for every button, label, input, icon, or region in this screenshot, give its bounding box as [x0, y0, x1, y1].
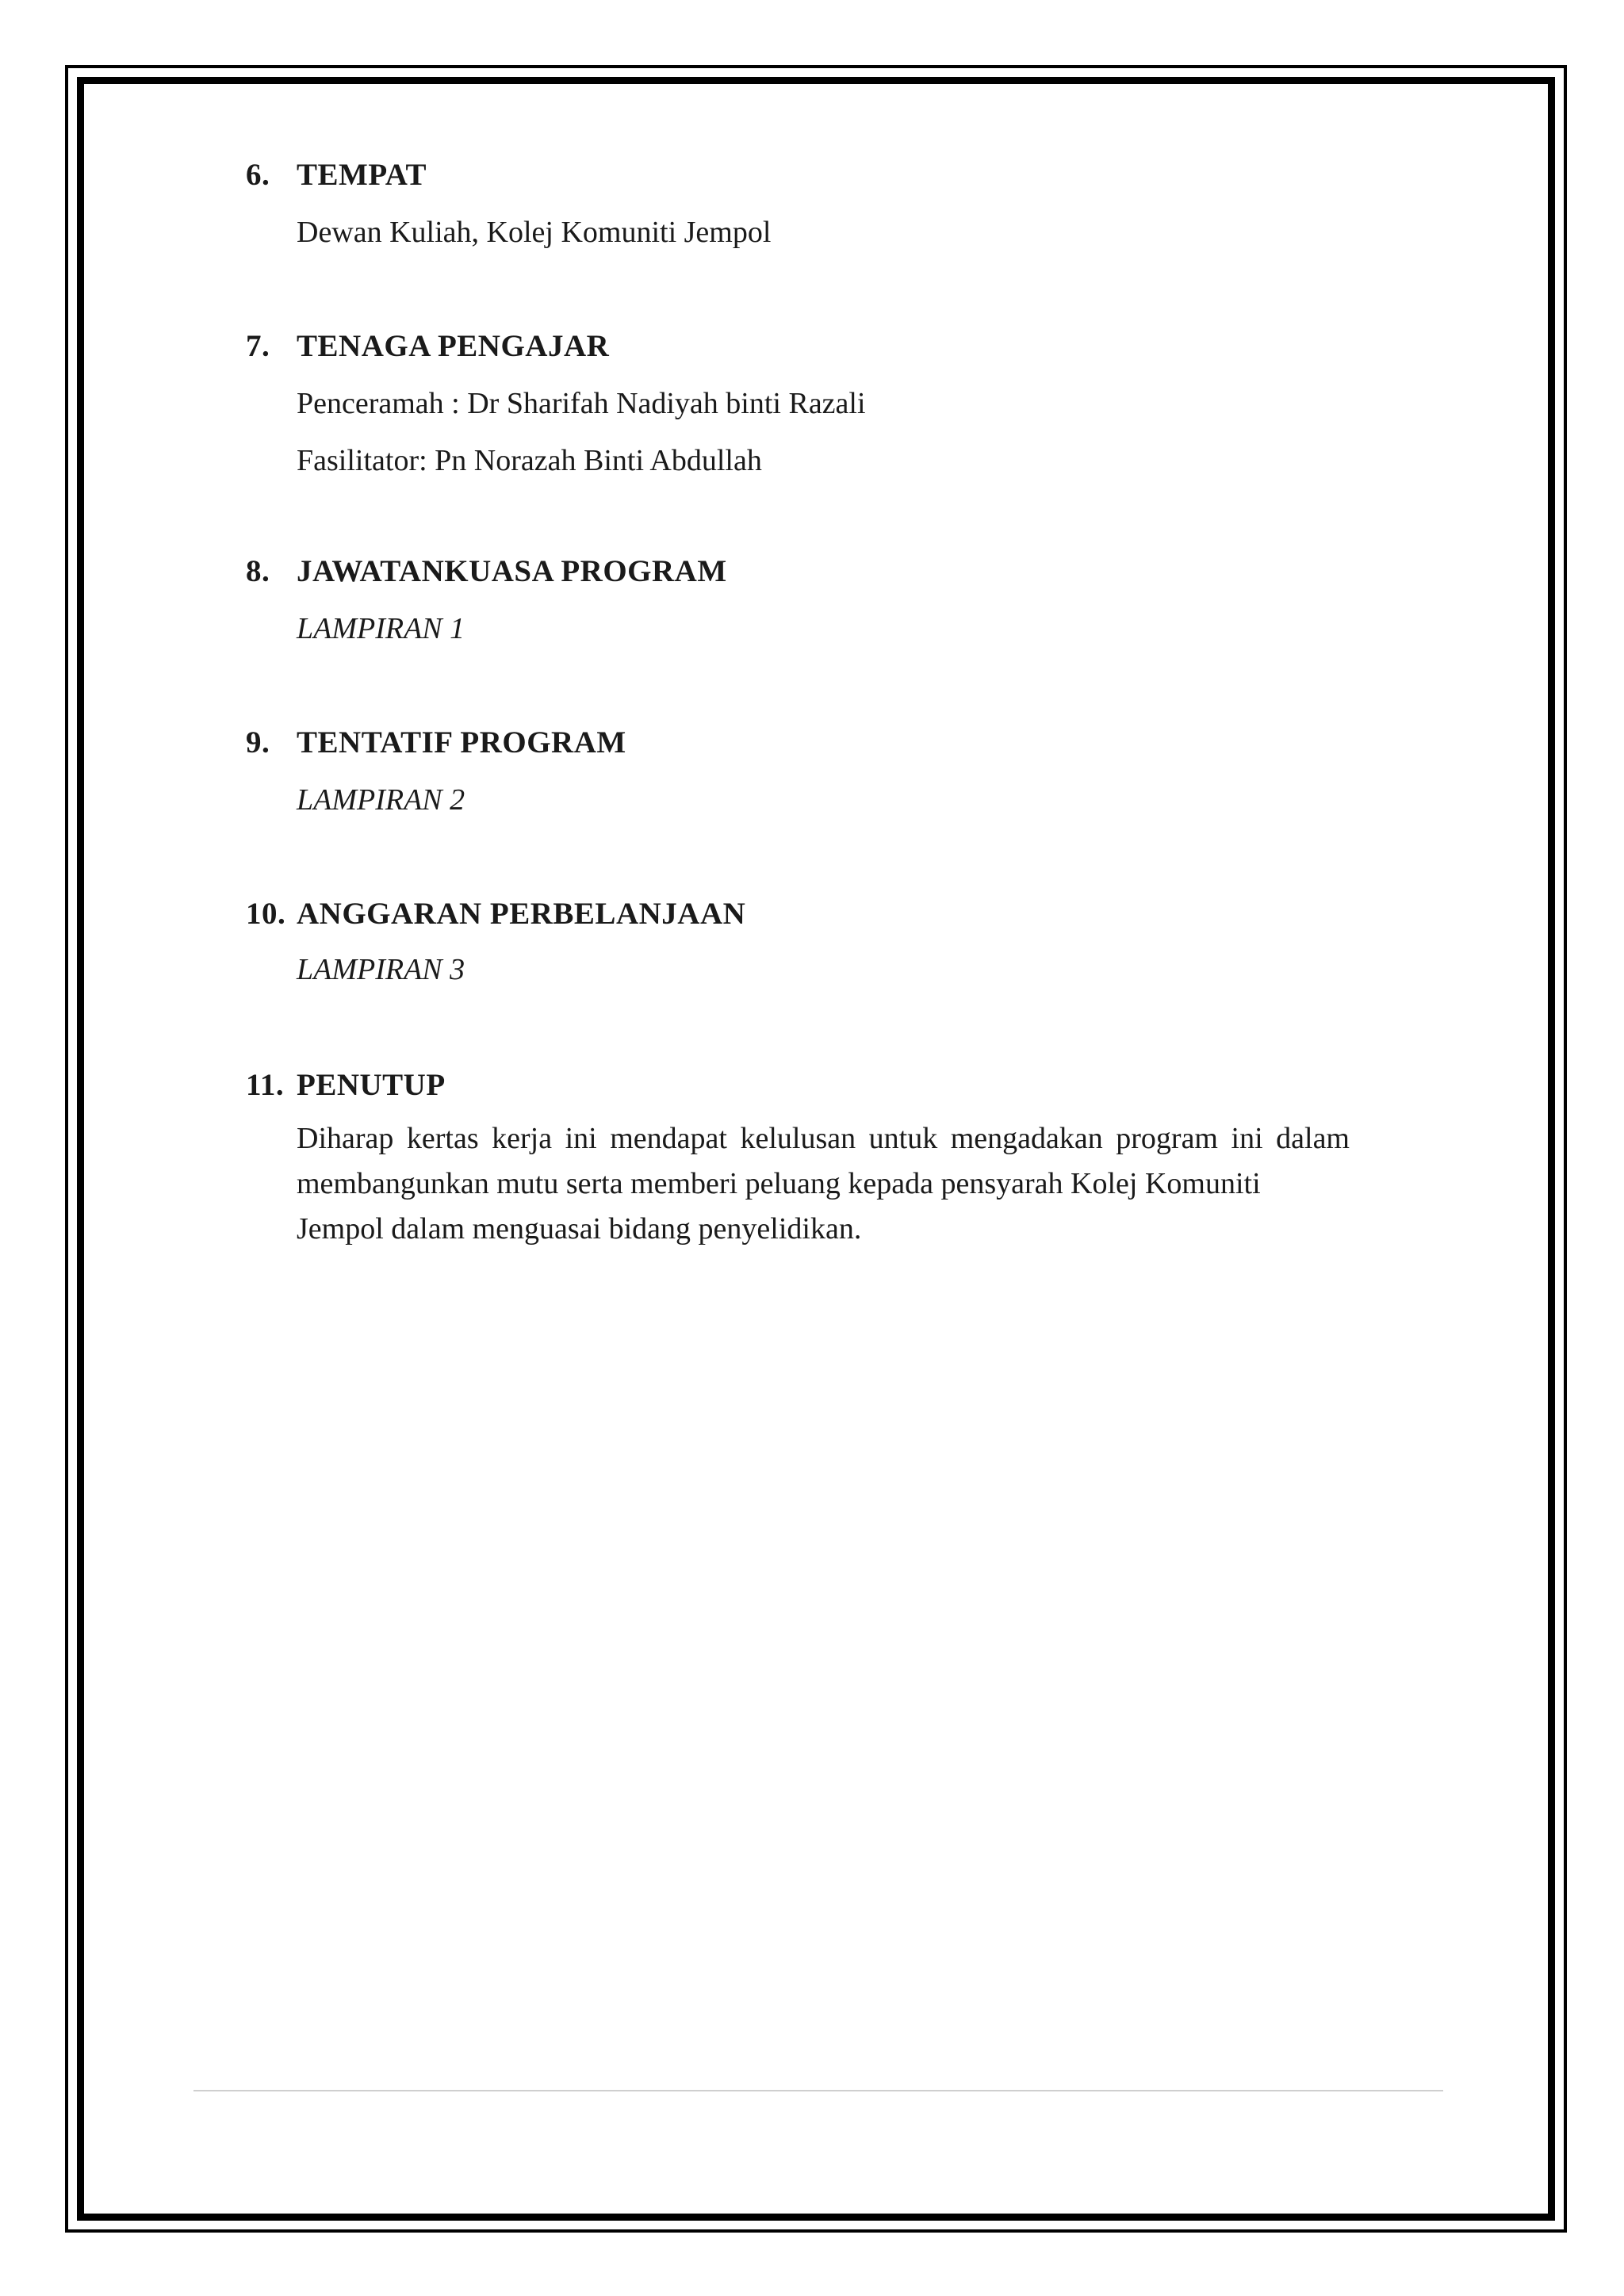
section-heading	[246, 894, 1396, 934]
section-tempat	[246, 155, 1396, 252]
section-line: Dewan Kuliah, Kolej Komuniti Jempol	[297, 216, 772, 249]
section-line: Fasilitator: Pn Norazah Binti Abdullah	[297, 444, 762, 477]
section-number: 10.	[246, 897, 286, 931]
section-number: 8.	[246, 554, 270, 588]
section-line: LAMPIRAN 2	[297, 783, 465, 817]
section-title: TENTATIF PROGRAM	[297, 725, 626, 760]
paragraph-line: Diharap kertas kerja ini mendapat kelulusan untuk mengadakan program ini dalam	[297, 1122, 1350, 1155]
section-number: 11.	[246, 1068, 285, 1102]
section-title: JAWATANKUASA PROGRAM	[297, 554, 727, 588]
paragraph-line: membangunkan mutu serta memberi peluang kepada pensyarah Kolej Komuniti	[297, 1167, 1261, 1200]
paragraph-line: Jempol dalam menguasai bidang penyelidikan.	[297, 1212, 862, 1246]
section-jawatankuasa-program	[246, 552, 1396, 649]
section-heading	[246, 327, 1396, 366]
section-heading	[246, 155, 1396, 195]
section-penutup	[246, 1066, 1396, 1252]
section-title: TENAGA PENGAJAR	[297, 329, 610, 363]
section-number: 9.	[246, 725, 270, 760]
section-title: ANGGARAN PERBELANJAAN	[297, 897, 746, 931]
section-line: Penceramah : Dr Sharifah Nadiyah binti Razali	[297, 387, 866, 420]
section-title: PENUTUP	[297, 1068, 446, 1102]
closing-paragraph	[297, 1116, 1396, 1252]
section-heading	[246, 552, 1396, 591]
section-number: 7.	[246, 329, 270, 363]
section-heading	[246, 723, 1396, 763]
section-line: LAMPIRAN 1	[297, 612, 465, 645]
section-tenaga-pengajar	[246, 327, 1396, 480]
section-title: TEMPAT	[297, 158, 427, 192]
section-line: LAMPIRAN 3	[297, 953, 465, 986]
section-anggaran-perbelanjaan	[246, 894, 1396, 989]
section-number: 6.	[246, 158, 270, 192]
section-heading	[246, 1066, 1396, 1105]
section-tentatif-program	[246, 723, 1396, 820]
footer-divider	[193, 2090, 1443, 2091]
